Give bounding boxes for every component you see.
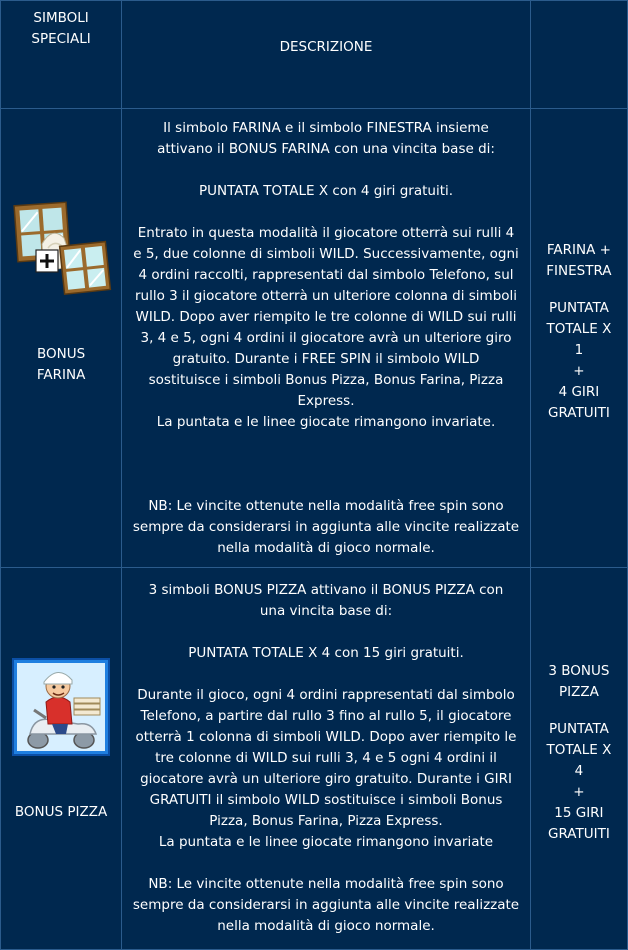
note-line: nella modalità di gioco normale. bbox=[217, 539, 435, 556]
header-row bbox=[1, 1, 628, 109]
symbol-cell bbox=[1, 109, 122, 568]
payout-line: PUNTATA TOTALE X 4 con 15 giri gratuiti. bbox=[188, 645, 464, 661]
bonus-farina-windows-icon bbox=[12, 200, 110, 296]
header-description bbox=[122, 1, 531, 109]
prize-line: 1 bbox=[574, 342, 584, 358]
body-line: Pizza, Bonus Farina, Pizza Express. bbox=[209, 813, 443, 829]
symbol-label-line1: BONUS bbox=[36, 346, 86, 362]
prize-line: GRATUITI bbox=[548, 405, 610, 421]
body-line: La puntata e le linee giocate rimangono invariate. bbox=[156, 413, 496, 430]
body-line: otterrà 1 colonna di simboli WILD. Dopo aver riempito le bbox=[135, 729, 517, 745]
trigger-line: 3 BONUS bbox=[548, 662, 610, 679]
prize-line: PUNTATA bbox=[548, 720, 609, 737]
prize-line: 15 GIRI bbox=[554, 804, 604, 821]
note-line: nella modalità di gioco normale. bbox=[217, 918, 435, 934]
body-line: 3, 4 e 5, ogni 4 ordini il giocatore avrà un ulteriore giro bbox=[140, 329, 512, 346]
symbol-cell bbox=[1, 568, 122, 950]
payout-line: PUNTATA TOTALE X con 4 giri gratuiti. bbox=[198, 182, 454, 199]
prize-line: + bbox=[573, 783, 585, 800]
bonus-pizza-delivery-icon bbox=[12, 658, 110, 756]
description-cell bbox=[122, 568, 531, 950]
body-line: 4 ordini raccolti, rappresentati dal simbolo Telefono, sul bbox=[138, 266, 514, 283]
body-line: Durante il gioco, ogni 4 ordini rappresentati dal simbolo bbox=[137, 687, 515, 703]
intro-line: una vincita base di: bbox=[259, 603, 393, 619]
trigger-line: FINESTRA bbox=[546, 263, 612, 279]
body-line: sostituisce i simboli Bonus Pizza, Bonus Farina, Pizza bbox=[148, 371, 504, 388]
intro-line: Il simbolo FARINA e il simbolo FINESTRA insieme bbox=[163, 119, 489, 136]
prize-line: PUNTATA bbox=[548, 300, 609, 316]
trigger-line: PIZZA bbox=[558, 683, 599, 700]
note-line: NB: Le vincite ottenute nella modalità free spin sono bbox=[148, 497, 504, 514]
body-line: gratuito. Durante i FREE SPIN il simbolo WILD bbox=[172, 350, 480, 367]
header-description-label: DESCRIZIONE bbox=[279, 39, 373, 55]
prize-line: + bbox=[573, 363, 585, 379]
note-line: NB: Le vincite ottenute nella modalità free spin sono bbox=[148, 876, 504, 892]
intro-line: attivano il BONUS FARINA con una vincita base di: bbox=[157, 140, 495, 157]
prize-line: TOTALE X bbox=[546, 321, 612, 337]
prize-cell bbox=[530, 109, 627, 568]
prize-line: 4 GIRI bbox=[558, 384, 600, 400]
table-row bbox=[1, 109, 628, 568]
prize-line: TOTALE X bbox=[546, 741, 612, 758]
prize-line: GRATUITI bbox=[548, 825, 610, 842]
description-cell bbox=[122, 109, 531, 568]
body-line: Express. bbox=[297, 392, 355, 409]
header-symbols bbox=[1, 1, 122, 109]
table-row bbox=[1, 568, 628, 950]
body-line: GRATUITI il simbolo WILD sostituisce i simboli Bonus bbox=[149, 792, 503, 808]
body-line: Entrato in questa modalità il giocatore otterrà sui rulli 4 bbox=[137, 224, 515, 241]
header-empty bbox=[530, 1, 627, 109]
symbol-label-line2: FARINA bbox=[36, 367, 86, 383]
prize-line: 4 bbox=[574, 762, 584, 779]
body-line: Telefono, a partire dal rullo 3 fino al rullo 5, il giocatore bbox=[140, 708, 512, 724]
body-line: rullo 3 il giocatore otterrà un ulteriore colonna di simboli bbox=[134, 287, 518, 304]
intro-line: 3 simboli BONUS PIZZA attivano il BONUS PIZZA con bbox=[148, 582, 504, 598]
header-symbols-line1: SIMBOLI bbox=[33, 10, 89, 26]
body-line: La puntata e le linee giocate rimangono invariate bbox=[158, 834, 494, 850]
symbol-label-line1: BONUS PIZZA bbox=[14, 804, 108, 820]
trigger-line: FARINA + bbox=[546, 242, 611, 258]
body-line: giocatore avrà un ulteriore giro gratuito. Durante i GIRI bbox=[140, 771, 512, 787]
body-line: tre colonne di WILD sui rulli 3, 4 e 5 ogni 4 ordini il bbox=[155, 750, 497, 766]
body-line: e 5, due colonne di simboli WILD. Successivamente, ogni bbox=[133, 245, 519, 262]
prize-cell bbox=[530, 568, 627, 950]
header-symbols-line2: SPECIALI bbox=[31, 31, 91, 47]
body-line: WILD. Dopo aver riempito le tre colonne di WILD sui rulli bbox=[135, 308, 517, 325]
note-line: sempre da considerarsi in aggiunta alle vincite realizzate bbox=[132, 518, 520, 535]
note-line: sempre da considerarsi in aggiunta alle vincite realizzate bbox=[132, 897, 520, 913]
